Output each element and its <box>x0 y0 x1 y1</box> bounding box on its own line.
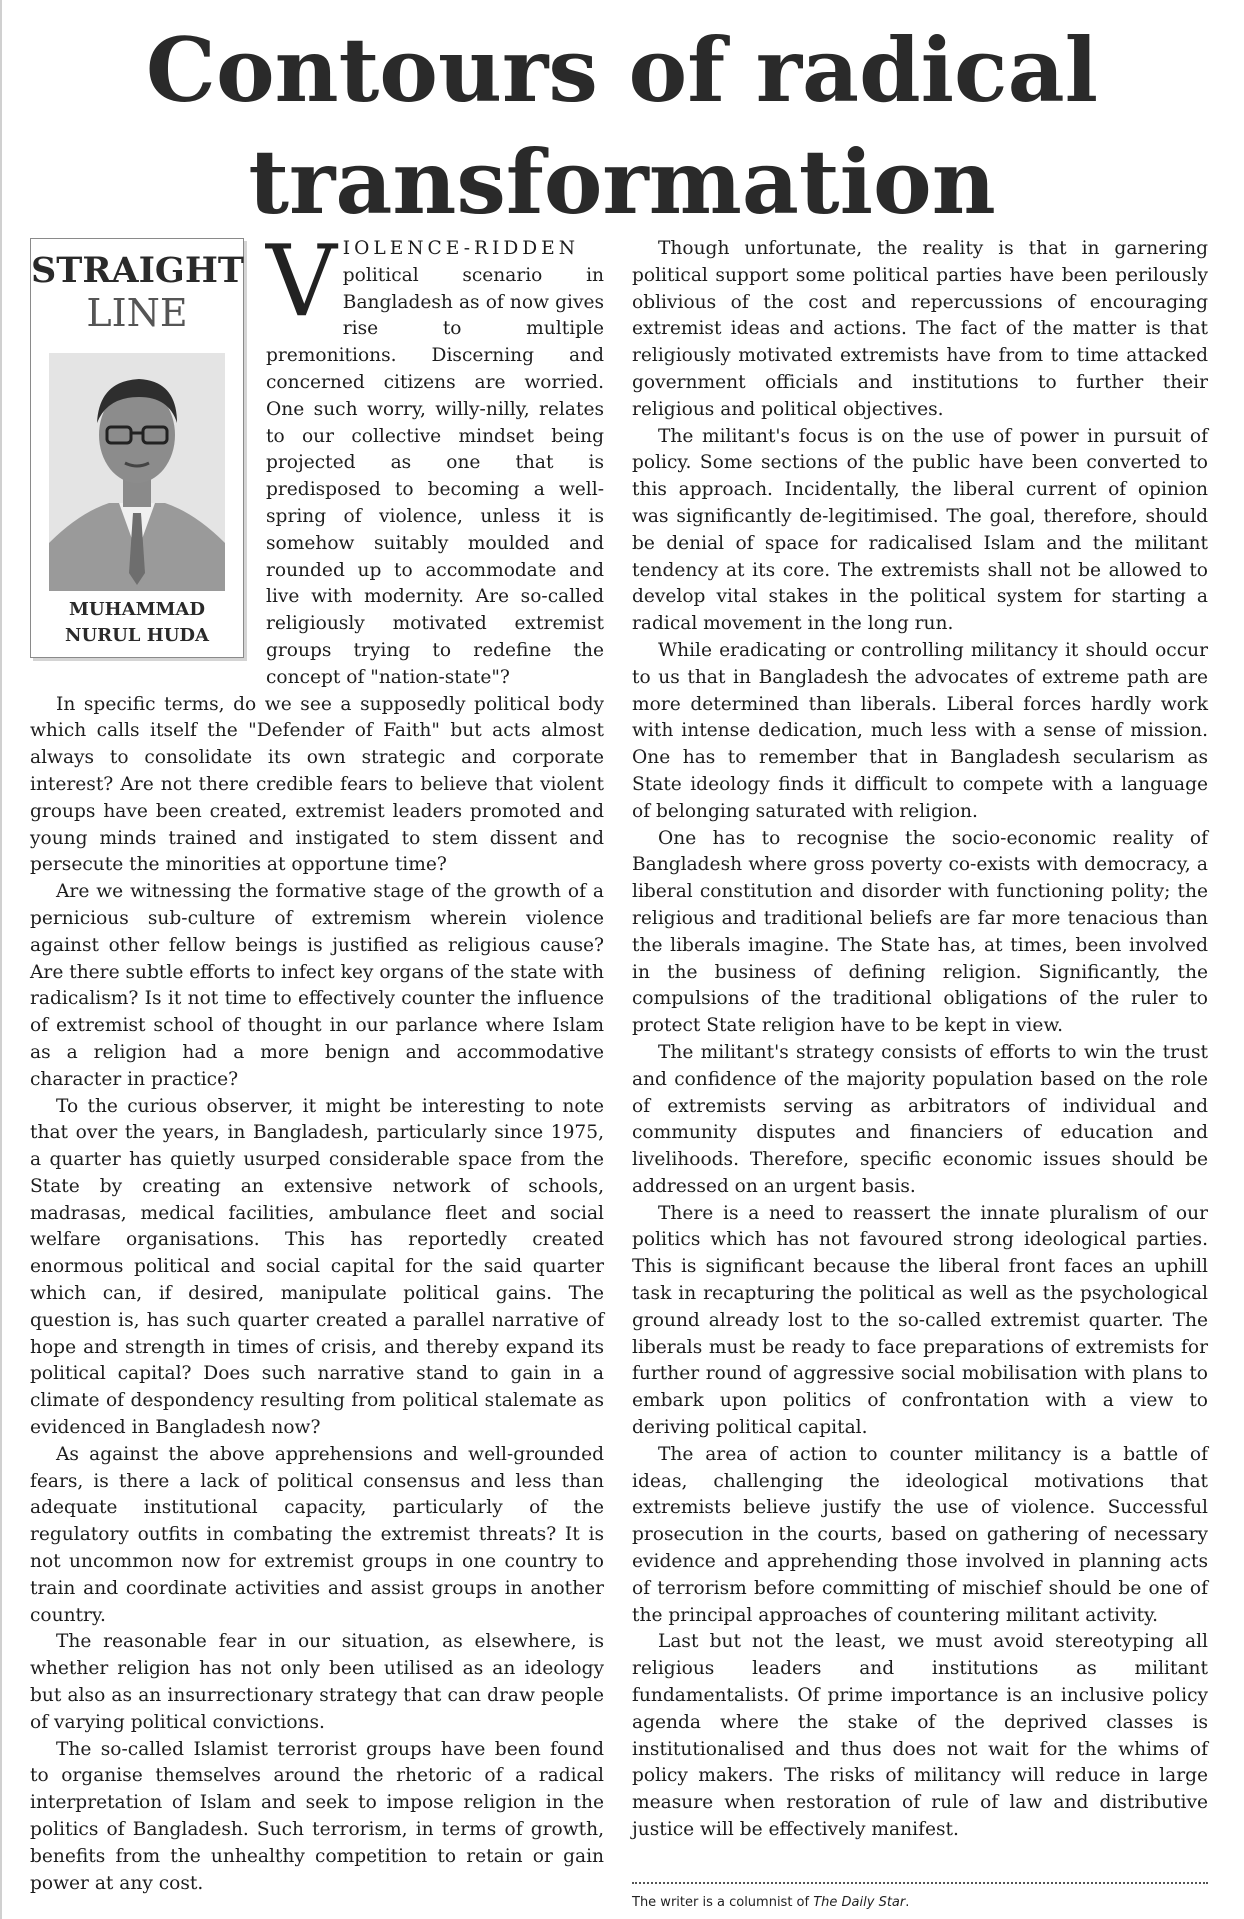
lead-text: political scenario in Bangladesh as of now gives rise to multiple premonitions. Discerning and concerned citizens are worried. One such worry, willy-nilly, relates to our collective mindset being projected as one that is predisposed to becoming a well-spring of violence, unless it is somehow suitably moulded and rounded up to accommodate and live with modernity. Are so-called religiously motivated extremist groups trying to redefine the concept of "nation-state"? <box>266 264 604 688</box>
page-edge <box>0 0 2 1919</box>
dotted-divider <box>632 1882 1208 1884</box>
paragraph: The area of action to counter militancy is a battle of ideas, challenging the ideological motivations that extremists believe justify the use of violence. Successful prosecution in the courts, based on gathering of necessary evidence and apprehending those involved in planning acts of terrorism before committing of mischief should be one of the principal approaches of countering militant activity. <box>632 1443 1208 1626</box>
column-byline-box <box>30 238 244 658</box>
author-name-line-2: NURUL HUDA <box>64 625 209 646</box>
paragraph: As against the above apprehensions and well-grounded fears, is there a lack of political consensus and less than adequate institutional capacity, particularly of the regulatory outfits in combating the extremist threats? It is not uncommon now for extremist groups in one country to train and coordinate activities and assist groups in another country. <box>30 1443 604 1626</box>
drop-cap: V <box>266 225 337 339</box>
paragraph: One has to recognise the socio-economic reality of Bangladesh where gross poverty co-exists with democracy, a liberal constitution and disorder with functioning polity; the religious and traditional beliefs are far more tenacious than the liberals imagine. The State has, at times, been involved in the business of defining religion. Significantly, the compulsions of the traditional obligations of the ruler to protect State religion have to be kept in view. <box>632 827 1208 1037</box>
author-note <box>632 1895 909 1910</box>
headline-line-1: Contours of radical <box>145 18 1099 122</box>
paragraph: To the curious observer, it might be interesting to note that over the years, in Bangladesh, particularly since 1975, a quarter has quietly usurped considerable space from the State by creating an extensive network of schools, madrasas, medical facilities, ambulance fleet and social welfare organisations. This has reportedly created enormous political and social capital for the said quarter which can, if desired, manipulate political gains. The question is, has such quarter created a parallel narrative of hope and strength in times of crisis, and thereby expand its political capital? Does such narrative stand to gain in a climate of despondency resulting from political stalemate as evidenced in Bangladesh now? <box>30 1095 604 1439</box>
headline-line-2: transformation <box>248 130 996 234</box>
headline <box>0 14 1244 238</box>
paragraph: In specific terms, do we see a supposedly political body which calls itself the "Defender of Faith" but acts almost always to consolidate its own strategic and corporate interest? Are not there credible fears to believe that violent groups have been created, extremist leaders promoted and young minds trained and instigated to stem dissent and persecute the minorities at opportune time? <box>30 693 604 876</box>
publication-name: The Daily Star <box>813 1895 906 1910</box>
article-column-right <box>632 236 1208 1844</box>
paragraph: The militant's focus is on the use of power in pursuit of policy. Some sections of the public have been converted to this approach. Incidentally, the liberal current of opinion was significantly de-legitimised. The goal, therefore, should be denial of space for radicalised Islam and the militant tendency at its core. The extremists shall not be allowed to develop vital stakes in the political system for starting a radical movement in the long run. <box>632 425 1208 635</box>
author-note-suffix: . <box>905 1895 910 1910</box>
paragraph: There is a need to reassert the innate pluralism of our politics which has not favoured strong ideological parties. This is significant because the liberal front faces an uphill task in recapturing the political as well as the psychological ground already lost to the so-called extremist quarter. The liberals must be ready to face preparations of extremists for further round of aggressive social mobilisation with plans to embark upon politics of confrontation with a view to deriving political capital. <box>632 1202 1208 1439</box>
paragraph: The reasonable fear in our situation, as elsewhere, is whether religion has not only been utilised as an ideology but also as an insurrectionary strategy that can draw people of varying political convictions. <box>30 1631 604 1733</box>
lead-caps: IOLENCE-RIDDEN <box>342 238 579 259</box>
paragraph: The militant's strategy consists of efforts to win the trust and confidence of the majority population based on the role of extremists serving as arbitrators of individual and community disputes and financiers of education and livelihoods. Therefore, specific economic issues should be addressed on an urgent basis. <box>632 1041 1208 1197</box>
author-name <box>31 597 243 649</box>
paragraph: Are we witnessing the formative stage of the growth of a pernicious sub-culture of extremism wherein violence against other fellow beings is justified as religious cause? Are there subtle efforts to infect key organs of the state with radicalism? Is it not time to effectively counter the influence of extremist school of thought in our parlance where Islam as a religion had a more benign and accommodative character in practice? <box>30 881 604 1090</box>
author-note-prefix: The writer is a columnist of <box>632 1895 814 1910</box>
article-column-left <box>30 225 604 1897</box>
paragraph: Last but not the least, we must avoid stereotyping all religious leaders and institutions as militant fundamentalists. Of prime importance is an inclusive policy agenda where the stake of the deprived classes is institutionalised and thus does not wait for the whims of policy makers. The risks of militancy will reduce in large measure when restoration of rule of law and distributive justice will be effectively manifest. <box>632 1631 1208 1841</box>
author-name-line-1: MUHAMMAD <box>68 599 206 620</box>
paragraph: While eradicating or controlling militancy it should occur to us that in Bangladesh the advocates of extreme path are more determined than liberals. Liberal forces hardly work with intense dedication, much less with a sense of mission. One has to remember that in Bangladesh secularism as State ideology finds it difficult to compete with a language of belonging saturated with religion. <box>632 639 1208 822</box>
paragraph: The so-called Islamist terrorist groups have been found to organise themselves around the rhetoric of a radical interpretation of Islam and seek to impose religion in the politics of Bangladesh. Such terrorism, in terms of growth, benefits from the unhealthy competition to retain or gain power at any cost. <box>30 1738 604 1894</box>
column-name-line-2: LINE <box>86 291 188 335</box>
author-portrait <box>49 353 225 591</box>
paragraph: Though unfortunate, the reality is that in garnering political support some political parties have been perilously oblivious of the cost and repercussions of encouraging extremist ideas and actions. The fact of the matter is that religiously motivated extremists have from to time attacked government officials and institutions to further their religious and political objectives. <box>632 238 1208 420</box>
column-name: STRAIGHT <box>31 250 244 291</box>
